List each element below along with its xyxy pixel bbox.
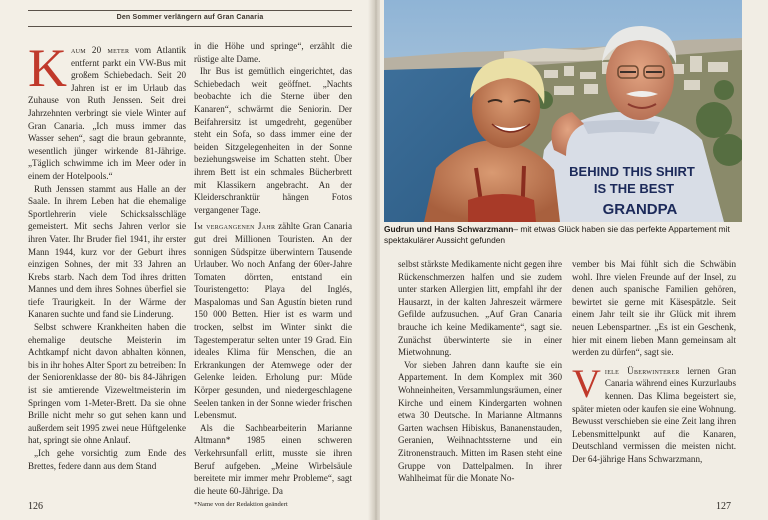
paragraph: in die Höhe und springe“, erzählt die rüstige alte Dame. <box>194 41 352 64</box>
svg-text:IS THE BEST: IS THE BEST <box>593 181 675 196</box>
paragraph: selbst stärkste Medikamente nicht gegen ihre Rückenschmerzen halfen und sie zudem unter starken Allergien litt, empfahl ihr der Hausarzt, in der kalten Jahreszeit wärmere Gefilde aufzusuchen. „Auf Gran Canaria brauche ich keine Medikamente“, sagt sie. Zunächst überwinterte sie in einer Mietwohnung. <box>398 259 562 358</box>
photo-caption <box>384 224 736 246</box>
right-column-1 <box>398 258 562 485</box>
paragraph: Ihr Bus ist gemütlich eingerichtet, das Schiebedach weit geöffnet. „Nachts beobachte ich die Sterne über den Kanaren“, schwärmt die Seniorin. Der Beifahrersitz ist umgedreht, gegenüber steht ein Sofa, so dass immer eine der beiden Sitzgelegenheiten in der Sonne beziehungsweise im Schatten steht. Über ihrem Bett ist ein schmales Bücherbrett mit Klassikern angebracht. An der Kleiderschranktür hängen Fotos vergangener Tage. <box>194 66 352 215</box>
header-rule-top <box>28 10 352 11</box>
paragraph: „Ich gehe vorsichtig zum Ende des Brettes, federe dann aus dem Stand <box>28 448 186 471</box>
left-column-2 <box>194 40 352 512</box>
right-column-2 <box>572 258 736 466</box>
caption-text: – mit etwas Glück haben sie das perfekte Appartement mit spektakulärer Aussicht gefunden <box>384 224 730 245</box>
page-number-left: 126 <box>28 501 43 512</box>
paragraph: Als die Sachbearbeiterin Marianne Altmann* 1985 einen schweren Verkehrsunfall erlitt, musste sie ihren Beruf aufgeben. „Meine Wirbelsäule bereitete mir immer mehr Probleme“, sagt die heute 60-Jährige. Da <box>194 422 352 496</box>
svg-text:BEHIND THIS SHIRT: BEHIND THIS SHIRT <box>569 164 695 179</box>
page-number-right: 127 <box>716 501 731 512</box>
paragraph: Ruth Jenssen stammt aus Halle an der Saale. In ihrem Leben hat die ehemalige Sportlehrerin viele Schicksalsschläge gemeistert. Mit sechs Jahren verlor sie ihren Vater. Ihr Bruder fiel 1941, ihr erster Mann 1944, kurz vor der Geburt ihres einzigen Sohnes, der mit 33 Jahren an Krebs starb. Nach dem Tod ihres dritten Mannes und dem ihres Sohnes überfiel sie tiefe Traurigkeit. In der Wärme der Kanaren suchte und fand sie Linderung. <box>28 183 186 320</box>
paragraph: vember bis Mai fühlt sich die Schwäbin wohl. Ihre vielen Freunde auf der Insel, zu denen auch spanische Familien gehören, bewirtet sie gerne mit Käsespätzle. Seit einem Jahr teilt sie ihr Glück mit ihrem neuen Lebenspartner. „Es ist ein Geschenk, hier mit einem lieben Mann gemeinsam alt werden zu dürfen“, sagt sie. <box>572 259 736 358</box>
svg-text:GRANDPA: GRANDPA <box>602 201 678 218</box>
paragraph: vom Atlantik entfernt parkt ein VW-Bus mit großem Schiebedach. Seit 20 Jahren ist er im Urlaub das Zuhause von Ruth Jenssen. Seit drei Jahrzehnten verbringt sie viele Winter auf Gran Canaria. „Ich muss immer das Wasser sehen“, sagt die braun gebrannte, wesentlich jünger wirkende 81-Jährige. „Täglich schwimme ich im Meer oder in einem der Hotelpools.“ <box>28 45 186 181</box>
photo-illustration <box>384 0 742 222</box>
section-small-caps: Im vergangenen Jahr <box>194 221 276 232</box>
caption-names: Gudrun und Hans Schwarzmann <box>384 224 514 234</box>
drop-cap-v: V <box>572 360 601 406</box>
drop-cap-k: K <box>28 38 67 98</box>
paragraph: zählte Gran Canaria gut drei Millionen Touristen. An der sonnigen Südspitze überwintern Tausende Urlauber. Wo noch Anfang der 60er-Jahre Tomaten dörrten, entstand ein Touristengetto: Playa del Inglés, Maspalomas und San Agustín bieten rund 150 000 Betten. Hier ist es warm und trocken, selbst im Winter sinkt die Tagestemperatur selten unter 19 Grad. Ein ideales Klima für Menschen, die an Erkrankungen der Atemwege oder der Gelenke leiden. Erholung pur: Müde Körper gesunden, und niedergeschlagene Seelen tanken in der Sonne wieder frischen Lebensmut. <box>194 221 352 421</box>
left-column-1 <box>28 38 186 472</box>
header-rule-bottom <box>28 26 352 27</box>
left-page <box>0 0 376 520</box>
section-small-caps: iele Überwinterer <box>604 365 680 376</box>
couple-photo <box>384 0 742 222</box>
running-header: Den Sommer verlängern auf Gran Canaria <box>116 14 264 21</box>
footnote: *Name von der Redaktion geändert <box>194 501 288 509</box>
paragraph: Vor sieben Jahren dann kaufte sie ein Appartement. In dem Komplex mit 360 Wohneinheiten, Versammlungsräumen, einer Kirche und einem Kindergarten wohnen etwa 30 Deutsche. In Marianne Altmanns Garten wachsen Hibiskus, Bananenstauden, Geranien, Weihnachtssterne und ein Zitronenstrauch. Mitten im Rasen steht eine Gruppe von Dattelpalmen. In ihrer Wahlheimat für die Monate No- <box>398 359 562 484</box>
paragraph: lernen Gran Canaria während eines Kurzurlaubs kennen. Das Klima begeistert sie, später mieten oder kaufen sie eine Wohnung. Bewusst verschieben sie eine Zeit lang ihren Lebensmittelpunkt auf die Kanaren, Deutschland vermissen die meisten nicht. Der 64-jährige Hans Schwarzmann, <box>572 365 736 464</box>
lead-small-caps: aum 20 meter <box>71 45 130 55</box>
paragraph: Selbst schwere Krankheiten haben die ehemalige deutsche Meisterin im Achtkampf nicht davon abhalten können, bis in ihr hohes Alter Sport zu betreiben: In der Seniorenklasse der 80- bis 84-Jährigen ist sie amtierende Vizeweltmeisterin im Springen vom 1-Meter-Brett. Da sie ohne Brille nicht mehr so gut sehen kann und außerdem seit 1995 zwei neue Hüftgelenke hat, springt sie ohne Anlauf. <box>28 322 186 446</box>
